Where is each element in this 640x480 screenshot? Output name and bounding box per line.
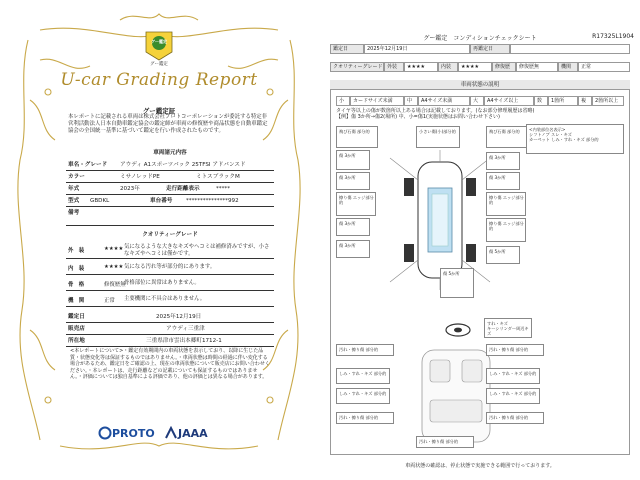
annotation-box: 傷 5か所 <box>440 268 474 298</box>
quality-exterior-value: ★★★★ <box>404 62 438 72</box>
quality-exterior-label: 外装 <box>384 62 404 72</box>
annotation-box: 傷 3か所 <box>486 172 520 190</box>
row-address: 所在地 三重県津市雲出本郷町1712-1 <box>66 336 274 347</box>
grading-certificate <box>0 0 318 480</box>
vehicle-condition-heading: 車両状態の説明 <box>330 80 630 90</box>
certificate-notes: <本レポートについて>・鑑定有効期間内の車両状態を表示しており、以降に生じた品質・状態変化等は保証するものではありません。・車両状態は時間の経過に伴い変化する場合があるため、鑑定日をご確認の上、現在の車両状態について販売店にお問い合わせください。・本レポートは、走行距離などの記載についても保証するものではありません。・評価については独自基準による評価であり、他の評価とは異なる場合があります。 <box>70 348 270 381</box>
seat-annotation: 汚れ・擦り傷 部分的 <box>336 344 394 356</box>
condition-check-sheet <box>320 0 640 480</box>
row-year: 年式 2023年 走行距離表示 ***** <box>66 184 274 195</box>
row-model: 型式 GBDKL 車台番号 ***************992 <box>66 196 274 207</box>
seat-annotation: 汚れ・擦り傷 部分的 <box>486 412 544 424</box>
count-multi-key: 複 <box>578 96 592 106</box>
seat-annotation: しみ・すれ・キズ 部分的 <box>336 368 390 384</box>
annotation-box: 傷 3か所 <box>336 218 370 236</box>
sheet-doc-id: R17325L1904 <box>592 33 634 40</box>
annotation-box: 傷 3か所 <box>336 150 370 170</box>
annotation-box: 傷 3か所 <box>486 152 520 170</box>
size-small-desc: カードサイズ未満 <box>350 96 404 106</box>
seat-annotation: 汚れ・擦り傷 部分的 <box>486 344 544 356</box>
steering-note-box: すれ・キズ キーシリンダー周辺キズ <box>484 318 532 338</box>
count-single-desc: 1箇所 <box>548 96 578 106</box>
annotation-box: 傷 3か所 <box>336 240 370 258</box>
inspection-date-value: 2025年12月19日 <box>364 44 470 54</box>
quality-interior-label: 内装 <box>438 62 458 72</box>
jaaa-logo: JAAA <box>178 427 208 440</box>
row-color: カラー ミサノレッドPE ミトスブラックM <box>66 172 274 183</box>
proto-logo-icon <box>98 426 112 440</box>
row-inspection-date: 鑑定日 2025年12月19日 <box>66 312 274 323</box>
legend-note: タイヤ等以上の傷が数箇所以上ある場合は記載しております。(なお部分修理履歴は省略) 【例】傷 3か所→傷2(場所) 中、小=傷1(実施状態はお問い合わせ下さい) <box>336 108 535 120</box>
seat-annotation: しみ・すれ・キズ 部分的 <box>486 388 540 404</box>
proto-logo: PROTO <box>112 427 155 440</box>
certificate-intro: 本レポートに記載される車両は株式会社プロトコーポレーションが委託する特定非営利活動法人日本自動車鑑定協会の鑑定師が車両の修復歴や商品状態を自動車鑑定協会の全国統一基準に基づいて鑑定を行い作成されたものです。 <box>68 114 268 135</box>
reinspection-date-label: 再鑑定日 <box>470 44 510 54</box>
annotation-box: 小さい傷(小)部分的 <box>416 126 460 148</box>
grade-exterior: 外 装 ★★★★ 気になるような大きなキズやヘコミは補修済みですが、小さなキズやヘコミは僅かです。 <box>66 243 274 259</box>
reinspection-date-value <box>510 44 630 54</box>
seat-annotation: しみ・すれ・キズ 部分的 <box>486 368 540 384</box>
seat-annotation: 汚れ・擦り傷 部分的 <box>336 412 394 424</box>
sheet-title: グー鑑定 コンディションチェックシート <box>423 35 537 42</box>
row-remarks: 備考 <box>66 208 274 226</box>
inspection-date-label: 鑑定日 <box>330 44 364 54</box>
quality-engine-label: 機関 <box>558 62 578 72</box>
badge-caption: グー鑑定 <box>150 62 168 67</box>
quality-grade-label: クオリティーグレード <box>330 62 384 72</box>
size-large-desc: A4サイズ以上 <box>484 96 534 106</box>
annotation-box: 擦り傷 エッジ部分的 <box>486 192 526 216</box>
grade-interior: 内 装 ★★★★ 気になる汚れ等が部分的にあります。 <box>66 261 274 275</box>
row-dealer: 販売店 アウディ三重津 <box>66 324 274 335</box>
quality-repair-label: 修復歴 <box>492 62 516 72</box>
count-multi-desc: 2箇所以上 <box>592 96 624 106</box>
size-small-key: 小 <box>336 96 350 106</box>
row-car-name: 車名・グレード アウディ A1スポーツバック 25TFSI アドバンスド <box>66 160 274 171</box>
annotation-box: 飛び石傷 部分的 <box>336 126 378 148</box>
interior-seat-diagram <box>416 346 496 446</box>
jaaa-logo-icon <box>164 426 178 440</box>
annotation-box: 傷 5か所 <box>486 246 520 264</box>
quality-repair-value: 修復歴無 <box>516 62 558 72</box>
size-large-key: 大 <box>470 96 484 106</box>
badge-text: グー鑑定 <box>151 39 167 44</box>
annotation-box: 傷 3か所 <box>336 172 370 190</box>
seat-annotation: 汚れ・擦り傷 部分的 <box>416 436 474 448</box>
vehicle-section-heading: 車両諸元内容 <box>153 150 187 156</box>
size-medium-key: 中 <box>404 96 418 106</box>
annotation-box: 擦り傷 エッジ部分的 <box>336 192 376 216</box>
count-single-key: 数 <box>534 96 548 106</box>
quality-engine-value: 正常 <box>578 62 630 72</box>
certificate-title: U-car Grading Report <box>60 70 258 90</box>
annotation-box: 擦り傷 エッジ部分的 <box>486 218 526 242</box>
seat-annotation: しみ・すれ・キズ 部分的 <box>336 388 390 404</box>
size-medium-desc: A4サイズ未満 <box>418 96 470 106</box>
quality-section-heading: クオリティーグレード <box>142 232 198 238</box>
quality-interior-value: ★★★★ <box>458 62 492 72</box>
steering-wheel-icon <box>444 322 472 338</box>
certificate-subtitle: グー鑑定証 <box>142 107 176 115</box>
interior-notes-box: <内装部位名表示> シフトノブ スレ・キズ カーペット しみ・すれ・キズ 部分的 <box>526 124 624 154</box>
sheet-footer: 車両状態の確認は、停止状態で実施できる範囲で行っております。 <box>405 463 555 469</box>
annotation-box: 飛び石傷 部分的 <box>486 126 528 148</box>
grade-engine: 機 関 正常 主要機関に不具合はありません。 <box>66 293 274 307</box>
grade-frame: 骨 格 修復歴無 骨格部位に異常はありません。 <box>66 277 274 291</box>
